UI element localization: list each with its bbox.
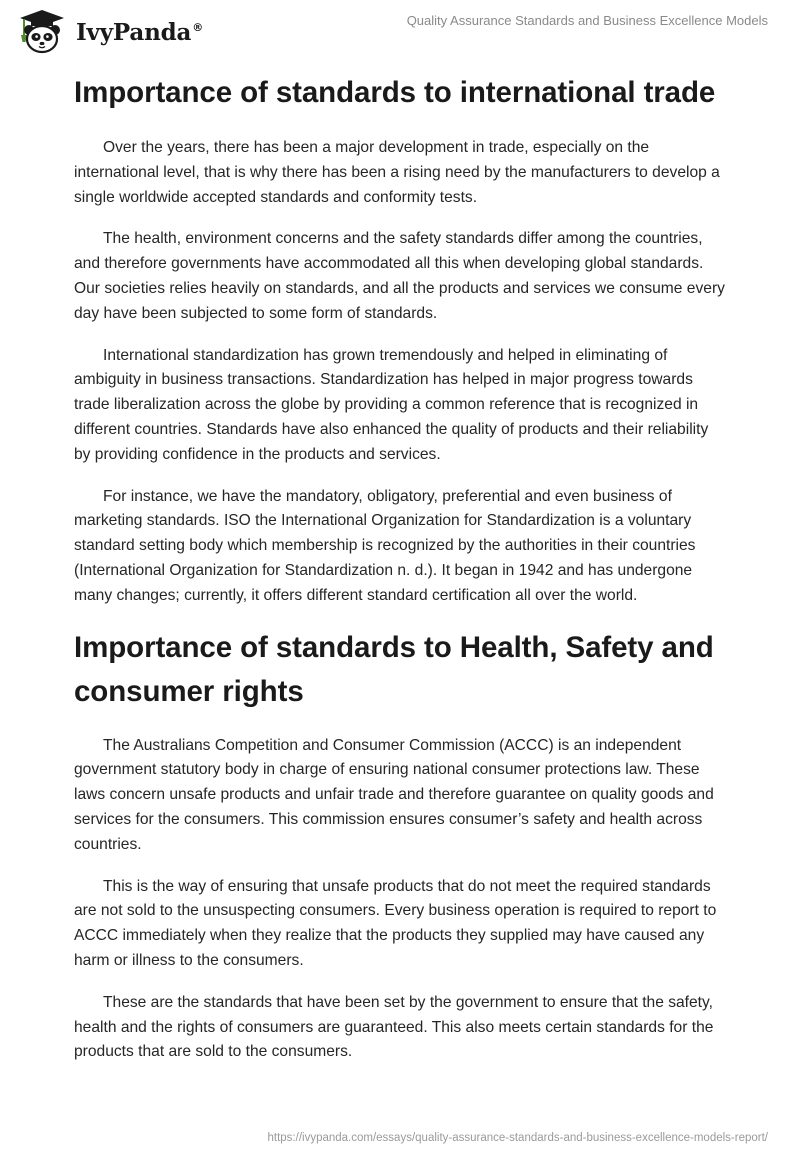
paragraph: Over the years, there has been a major development in trade, especially on the international level, that is why there has been a rising need by the manufacturers to develop a single worldwide accepted standards and conformity tests. — [74, 139, 720, 206]
registered-mark: ® — [192, 20, 203, 34]
paragraph: For instance, we have the mandatory, obligatory, preferential and even business of marketing standards. ISO the International Organization for Standardization is a voluntary standard setting body which membership is recognized by the authorities in their countries (International Organization for Standardization n. d.). It began in 1942 and has undergone many changes; currently, it offers different standard certification all over the world. — [74, 487, 696, 604]
paragraph: These are the standards that have been set by the government to ensure that the safety, health and the rights of consumers are guaranteed. This also meets certain standards for the products that are sold to the consumers. — [74, 993, 714, 1061]
source-url-link[interactable]: https://ivypanda.com/essays/quality-assurance-standards-and-business-excellence-models-report/ — [267, 1132, 768, 1144]
paragraph: International standardization has grown tremendously and helped in eliminating of ambiguity in business transactions. Standardization has helped in major progress towards trade liberalization across the globe by providing a common reference that is recognized in different countries. Standards have also enhanced the quality of products and their reliability by providing confidence in the products and services. — [74, 346, 709, 463]
section-heading: Importance of standards to Health, Safety and consumer rights — [74, 630, 714, 708]
article-body — [74, 64, 726, 1082]
logo-text: IvyPanda® — [76, 18, 203, 46]
ivypanda-logo[interactable] — [14, 8, 203, 54]
panda-graduate-icon — [14, 8, 70, 54]
paragraph: The health, environment concerns and the safety standards differ among the countries, and therefore governments have accommodated all this when developing global standards. Our societies relies heavily on standards, and all the products and services we consume every day have been subjected to some form of standards. — [74, 230, 725, 322]
section-heading: Importance of standards to international trade — [74, 76, 716, 109]
page-header — [0, 0, 800, 62]
paragraph: The Australians Competition and Consumer Commission (ACCC) is an independent government statutory body in charge of ensuring national consumer protections law. These laws concern unsafe products and unfair trade and therefore guarantee on quality goods and services for the consumers. This commission ensures consumer’s safety and health across countries. — [74, 736, 714, 853]
document-title: Quality Assurance Standards and Business Excellence Models — [406, 13, 768, 28]
paragraph: This is the way of ensuring that unsafe products that do not meet the required standards are not sold to the unsuspecting consumers. Every business operation is required to report to ACCC immediately when they realize that the products they supplied may have caused any harm or illness to the consumers. — [74, 877, 717, 969]
